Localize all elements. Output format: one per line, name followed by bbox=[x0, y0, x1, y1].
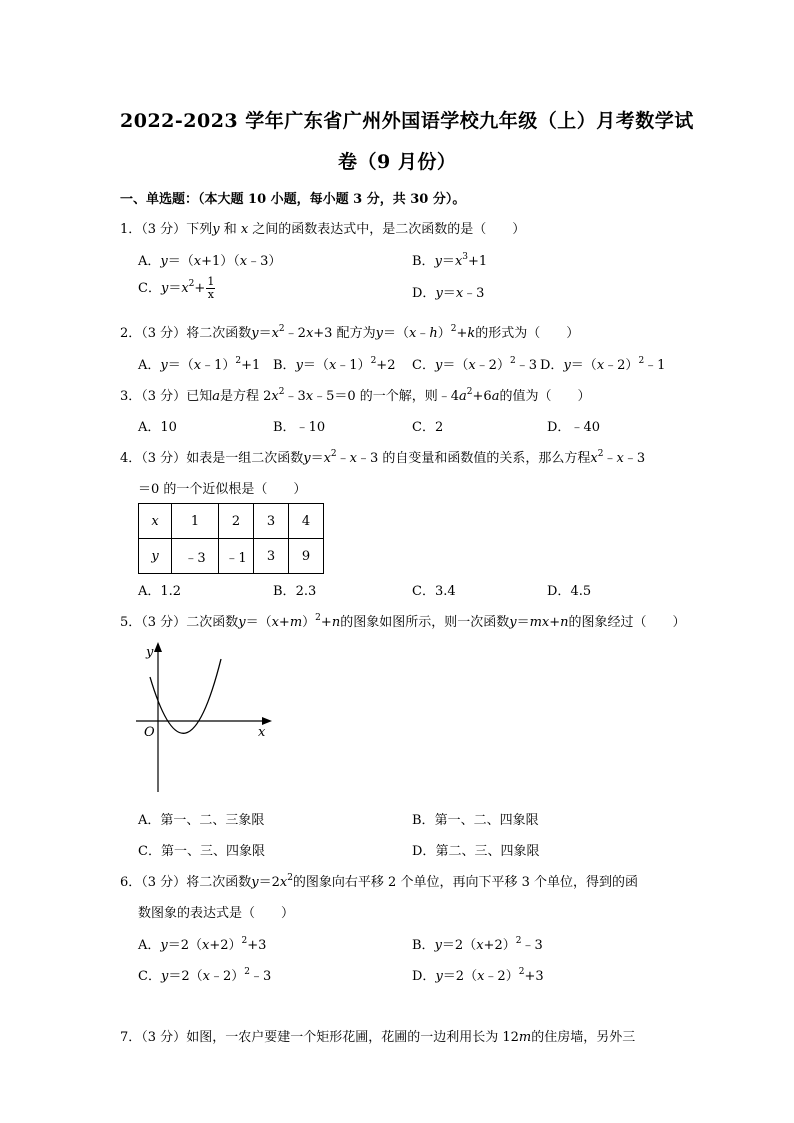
question-5-option-d: D．第二、三、四象限 bbox=[412, 844, 540, 859]
question-4-stem-line2: ＝0 的一个近似根是（ ） bbox=[138, 482, 307, 497]
page-title-line1: 2022-2023 学年广东省广州外国语学校九年级（上）月考数学试 bbox=[120, 110, 694, 132]
table-row bbox=[139, 504, 324, 539]
question-3-option-b: B．﹣10 bbox=[273, 420, 326, 435]
question-6-option-c: C．y＝2（x﹣2）$^2$﹣3 bbox=[138, 967, 272, 984]
question-2-stem: 2．（3 分）将二次函数$y=x^2﹣2x+3$ 配方为y＝（x﹣h）$^2$+k的形式为（ ） bbox=[120, 324, 580, 341]
section-heading: 一、单选题：（本大题 10 小题，每小题 3 分，共 30 分）。 bbox=[120, 192, 466, 207]
table-row bbox=[139, 539, 324, 574]
question-3-stem: 3．（3 分）已知a是方程 $2x^2﹣3x﹣5=0$ 的一个解，则$﹣4a^2+6a$的值为（ ） bbox=[120, 387, 591, 404]
table-cell: 3 bbox=[254, 539, 289, 574]
question-1-stem: 1．（3 分）下列y 和 x 之间的函数表达式中，是二次函数的是（ ） bbox=[120, 222, 526, 237]
table-cell: 4 bbox=[289, 504, 324, 539]
question-1-option-c: C．$y=x^2+$ $\frac{1}{x}$ bbox=[138, 275, 215, 302]
question-2-option-c: C．y＝（x﹣2）$^2$﹣3 bbox=[412, 356, 537, 373]
page-title-line2: 卷（9 月份） bbox=[338, 151, 457, 173]
question-6-option-b: B．$y=2(x+2)^2﹣3$ bbox=[412, 936, 543, 953]
question-6-option-a: A．$y=2(x+2)^2+3$ bbox=[138, 936, 267, 953]
question-2-option-b: B．y＝（x﹣1）$^2$+2 bbox=[273, 356, 396, 373]
question-4-option-d: D．4.5 bbox=[547, 584, 592, 599]
question-5-option-b: B．第一、二、四象限 bbox=[412, 813, 539, 828]
question-4-stem-line1: 4．（3 分）如表是一组二次函数$y=x^2﹣x﹣3$ 的自变量和函数值的关系，那么方程$x^2﹣x﹣3$ bbox=[120, 449, 646, 466]
question-3-option-d: D．﹣40 bbox=[547, 420, 600, 435]
question-3-option-a: A．10 bbox=[138, 420, 177, 435]
question-6-option-d: D．y＝2（x﹣2）$^2$+3 bbox=[412, 967, 544, 984]
x-axis-label: x bbox=[258, 725, 266, 740]
question-3-option-c: C．2 bbox=[412, 420, 444, 435]
question-4-option-a: A．1.2 bbox=[138, 584, 182, 599]
table-cell: 2 bbox=[219, 504, 254, 539]
question-5-option-c: C．第一、三、四象限 bbox=[138, 844, 265, 859]
question-1-option-b: B．$y=x^3+1$ bbox=[412, 252, 488, 269]
table-cell: ﹣3 bbox=[172, 539, 219, 574]
table-cell: x bbox=[139, 504, 172, 539]
fraction-1-over-x: $\frac{1}{x}$ bbox=[207, 275, 215, 302]
question-6-stem-line2: 数图象的表达式是（ ） bbox=[138, 906, 295, 921]
table-cell: y bbox=[139, 539, 172, 574]
origin-label: O bbox=[144, 725, 155, 740]
question-2-option-a: A．y＝（x﹣1）$^2$+1 bbox=[138, 356, 261, 373]
y-axis-arrow bbox=[154, 642, 162, 652]
x-axis-arrow bbox=[262, 717, 272, 725]
table-cell: 3 bbox=[254, 504, 289, 539]
table-cell: 1 bbox=[172, 504, 219, 539]
question-4-option-b: B．2.3 bbox=[273, 584, 317, 599]
question-5-option-a: A．第一、二、三象限 bbox=[138, 813, 265, 828]
question-1-option-a: A．y＝（x+1）（x﹣3） bbox=[138, 254, 282, 269]
parabola-graph bbox=[130, 640, 280, 800]
value-table bbox=[138, 503, 324, 574]
y-axis-label: y bbox=[146, 645, 154, 660]
question-1-option-d: D．y＝x﹣3 bbox=[412, 286, 485, 301]
question-6-stem-line1: 6．（3 分）将二次函数$y=2x^2$的图象向右平移 2 个单位，再向下平移 3 个单位，得到的函 bbox=[120, 873, 638, 890]
question-5-stem: 5．（3 分）二次函数$y=(x+m)^2+n$的图象如图所示，则一次函数y＝mx+n的图象经过（ ） bbox=[120, 613, 686, 630]
parabola-curve bbox=[150, 659, 221, 733]
question-2-option-d: D．y＝（x﹣2）$^2$﹣1 bbox=[540, 356, 666, 373]
question-4-option-c: C．3.4 bbox=[412, 584, 456, 599]
table-cell: ﹣1 bbox=[219, 539, 254, 574]
question-7-stem: 7．（3 分）如图，一农户要建一个矩形花圃，花圃的一边利用长为 12m的住房墙，另外三 bbox=[120, 1030, 636, 1045]
table-cell: 9 bbox=[289, 539, 324, 574]
